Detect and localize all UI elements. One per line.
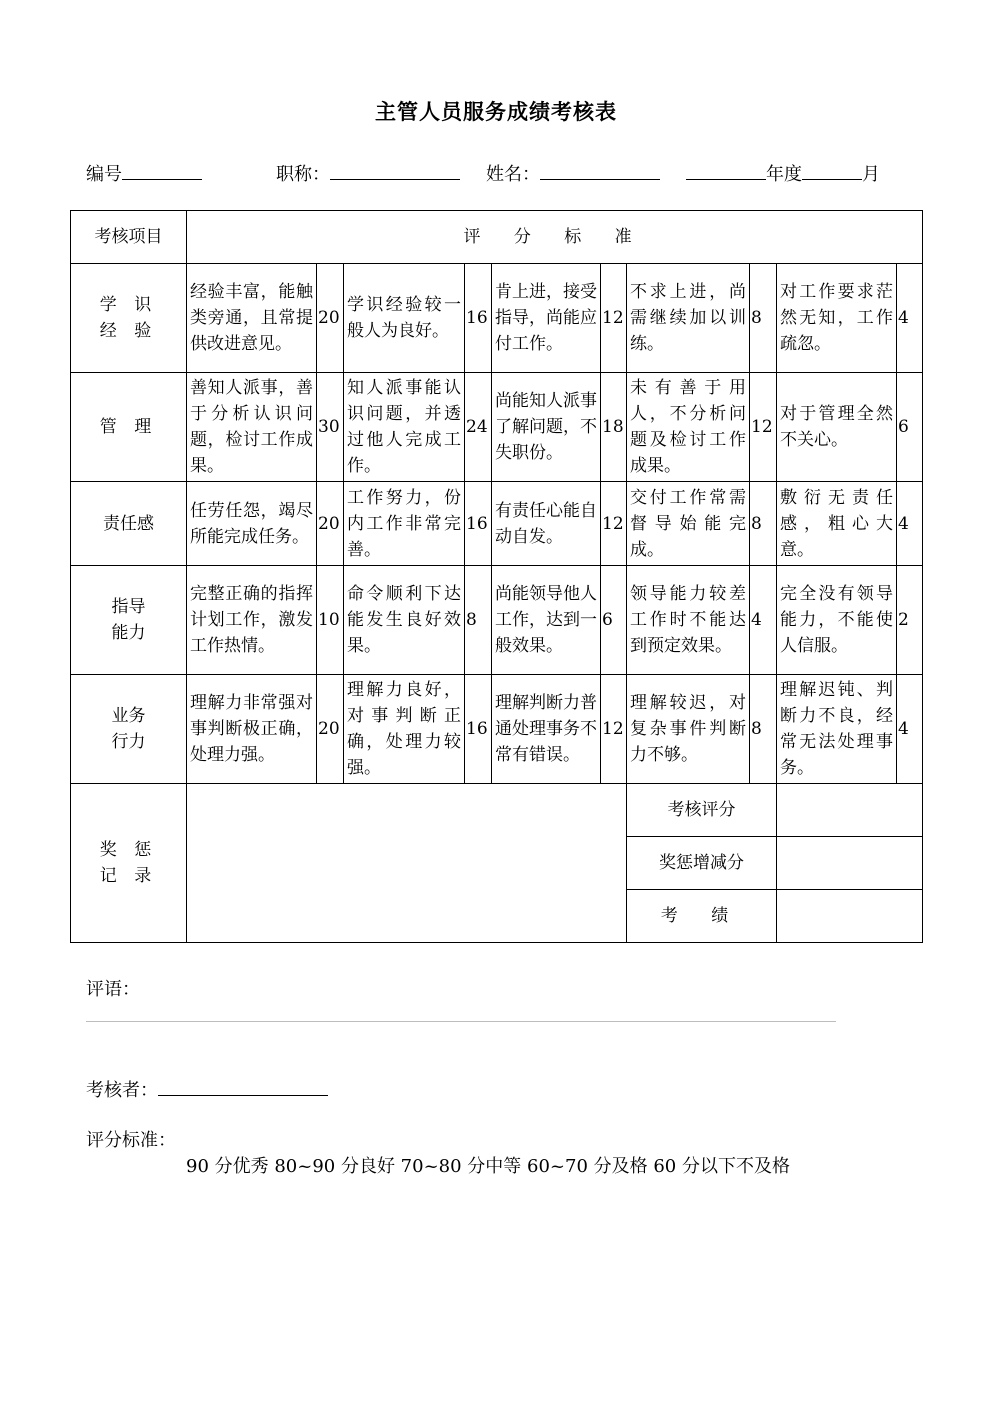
criteria-cell: 未有善于用人，不分析问题及检讨工作成果。 bbox=[627, 373, 750, 482]
header-item: 考核项目 bbox=[71, 211, 187, 264]
criteria-cell: 学识经验较一般人为良好。 bbox=[344, 264, 465, 373]
criteria-cell: 理解力良好，对事判断正确，处理力较强。 bbox=[344, 675, 465, 784]
score-cell: 20 bbox=[317, 264, 344, 373]
score-cell: 12 bbox=[601, 482, 627, 566]
score-cell: 16 bbox=[465, 675, 492, 784]
number-field bbox=[86, 160, 202, 186]
criteria-cell: 完整正确的指挥计划工作，激发工作热情。 bbox=[187, 566, 317, 675]
score-cell: 8 bbox=[750, 264, 777, 373]
item-business: 业务 行力 bbox=[71, 675, 187, 784]
criteria-cell: 理解判断力普通处理事务不常有错误。 bbox=[492, 675, 601, 784]
criteria-cell: 交付工作常需督导始能完成。 bbox=[627, 482, 750, 566]
criteria-cell: 工作努力，份内工作非常完善。 bbox=[344, 482, 465, 566]
criteria-cell: 尚能知人派事了解问题，不失职份。 bbox=[492, 373, 601, 482]
score-cell: 6 bbox=[897, 373, 923, 482]
reward-record-area[interactable] bbox=[187, 784, 627, 943]
score-cell: 4 bbox=[750, 566, 777, 675]
year-blank[interactable] bbox=[686, 161, 766, 180]
criteria-cell: 领导能力较差工作时不能达到预定效果。 bbox=[627, 566, 750, 675]
score-cell: 6 bbox=[601, 566, 627, 675]
assessment-score-label: 考核评分 bbox=[627, 784, 777, 837]
item-management: 管 理 bbox=[71, 373, 187, 482]
date-field bbox=[686, 160, 880, 186]
item-leadership: 指导 能力 bbox=[71, 566, 187, 675]
score-cell: 2 bbox=[897, 566, 923, 675]
criteria-cell: 肯上进，接受指导，尚能应付工作。 bbox=[492, 264, 601, 373]
score-cell: 18 bbox=[601, 373, 627, 482]
criteria-cell: 敷衍无责任感，粗心大意。 bbox=[777, 482, 897, 566]
performance-label: 考 绩 bbox=[627, 890, 777, 943]
adjustment-value[interactable] bbox=[777, 837, 923, 890]
number-blank[interactable] bbox=[122, 161, 202, 180]
reviewer-label: 考核者： bbox=[86, 1080, 158, 1101]
performance-value[interactable] bbox=[777, 890, 923, 943]
page-title: 主管人员服务成绩考核表 bbox=[375, 99, 617, 124]
name-label: 姓名： bbox=[486, 164, 540, 185]
year-label: 年度 bbox=[766, 164, 802, 185]
criteria-cell: 对于管理全然不关心。 bbox=[777, 373, 897, 482]
month-label: 月 bbox=[862, 164, 880, 185]
criteria-cell: 对工作要求茫然无知，工作疏忽。 bbox=[777, 264, 897, 373]
score-cell: 16 bbox=[465, 264, 492, 373]
assessment-score-value[interactable] bbox=[777, 784, 923, 837]
item-responsibility: 责任感 bbox=[71, 482, 187, 566]
score-cell: 12 bbox=[601, 264, 627, 373]
standard-text: 90 分优秀 80~90 分良好 70~80 分中等 60~70 分及格 60 分以下不及格 bbox=[186, 1156, 790, 1177]
comment-label: 评语： bbox=[86, 979, 140, 1000]
score-cell: 20 bbox=[317, 675, 344, 784]
criteria-cell: 善知人派事，善于分析认识问题，检讨工作成果。 bbox=[187, 373, 317, 482]
reviewer-blank[interactable] bbox=[158, 1077, 328, 1096]
score-cell: 4 bbox=[897, 675, 923, 784]
score-cell: 8 bbox=[750, 482, 777, 566]
criteria-cell: 不求上进，尚需继续加以训练。 bbox=[627, 264, 750, 373]
score-cell: 4 bbox=[897, 482, 923, 566]
criteria-cell: 有责任心能自动自发。 bbox=[492, 482, 601, 566]
criteria-cell: 理解力非常强对事判断极正确，处理力强。 bbox=[187, 675, 317, 784]
score-cell: 8 bbox=[750, 675, 777, 784]
comment-line[interactable] bbox=[86, 1021, 836, 1022]
title-label: 职称： bbox=[276, 164, 330, 185]
score-cell: 24 bbox=[465, 373, 492, 482]
criteria-cell: 经验丰富，能触类旁通，且常提供改进意见。 bbox=[187, 264, 317, 373]
reward-record-label: 奖 惩 记 录 bbox=[71, 784, 187, 943]
header-standard: 评 分 标 准 bbox=[187, 211, 923, 264]
adjustment-label: 奖惩增减分 bbox=[627, 837, 777, 890]
reviewer-field bbox=[86, 1076, 328, 1102]
title-field bbox=[276, 160, 460, 186]
criteria-cell: 理解迟钝、判断力不良，经常无法处理事务。 bbox=[777, 675, 897, 784]
criteria-cell: 任劳任怨，竭尽所能完成任务。 bbox=[187, 482, 317, 566]
score-cell: 20 bbox=[317, 482, 344, 566]
score-cell: 12 bbox=[601, 675, 627, 784]
score-cell: 8 bbox=[465, 566, 492, 675]
month-blank[interactable] bbox=[802, 161, 862, 180]
criteria-cell: 理解较迟，对复杂事件判断力不够。 bbox=[627, 675, 750, 784]
assessment-table bbox=[70, 210, 923, 943]
score-cell: 16 bbox=[465, 482, 492, 566]
criteria-cell: 尚能领导他人工作，达到一般效果。 bbox=[492, 566, 601, 675]
title-blank[interactable] bbox=[330, 161, 460, 180]
name-blank[interactable] bbox=[540, 161, 660, 180]
criteria-cell: 完全没有领导能力，不能使人信服。 bbox=[777, 566, 897, 675]
criteria-cell: 命令顺利下达能发生良好效果。 bbox=[344, 566, 465, 675]
score-cell: 10 bbox=[317, 566, 344, 675]
score-cell: 4 bbox=[897, 264, 923, 373]
criteria-cell: 知人派事能认识问题，并透过他人完成工作。 bbox=[344, 373, 465, 482]
standard-label: 评分标准： bbox=[86, 1130, 176, 1151]
score-cell: 30 bbox=[317, 373, 344, 482]
name-field bbox=[486, 160, 660, 186]
number-label: 编号 bbox=[86, 164, 122, 185]
score-cell: 12 bbox=[750, 373, 777, 482]
item-knowledge: 学 识 经 验 bbox=[71, 264, 187, 373]
